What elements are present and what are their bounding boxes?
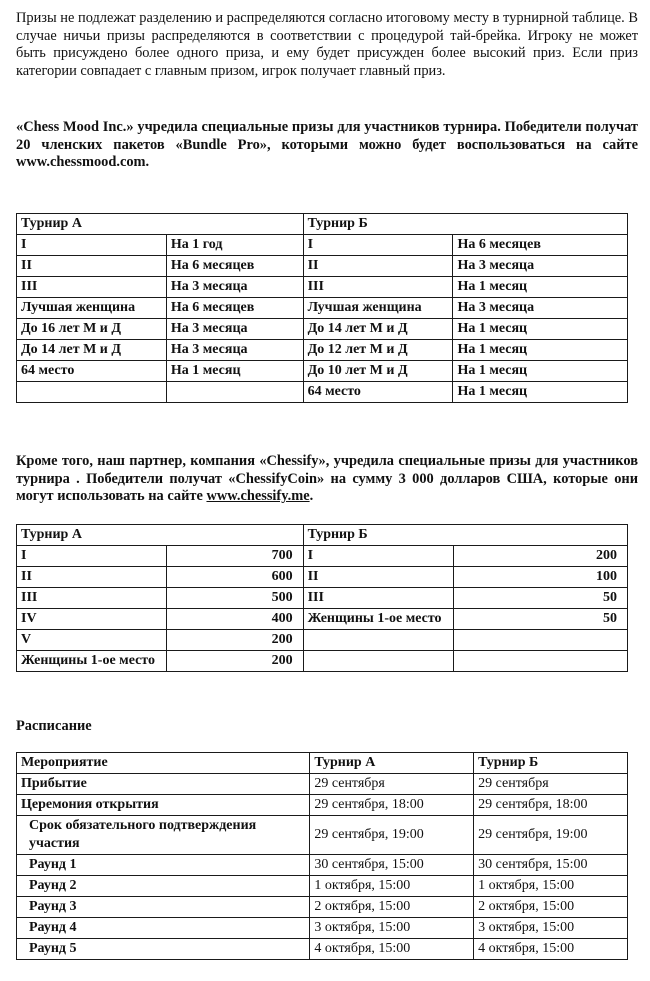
schedule-row [17, 795, 628, 816]
prize-place-cell: Лучшая женщина [17, 298, 167, 319]
prize-place-cell: До 14 лет М и Д [303, 319, 453, 340]
prize-value-cell: На 1 месяц [166, 361, 303, 382]
table-row [17, 588, 628, 609]
schedule-tournament-b-cell: 4 октября, 15:00 [474, 939, 628, 960]
prize-place-cell [303, 651, 453, 672]
prize-value-cell: На 1 год [166, 235, 303, 256]
prize-value-cell: На 3 месяца [453, 298, 628, 319]
chessmood-paragraph: «Chess Mood Inc.» учредила специальные призы для участников турнира. Победители получат 20 членских пакетов «Bundle Pro», которыми можно будет воспользоваться на сайте www.chessmood.com. [16, 119, 638, 171]
table-row [17, 256, 628, 277]
table-row [17, 609, 628, 630]
table-header-row [17, 214, 628, 235]
schedule-tournament-b-cell: 29 сентября, 18:00 [474, 795, 628, 816]
prize-value-cell: На 1 месяц [453, 319, 628, 340]
prize-place-cell: До 14 лет М и Д [17, 340, 167, 361]
prize-value-cell: 200 [166, 630, 303, 651]
schedule-row [17, 816, 628, 855]
table-row [17, 630, 628, 651]
prize-place-cell: Женщины 1-ое место [17, 651, 167, 672]
chessify-paragraph [16, 453, 638, 506]
schedule-row [17, 774, 628, 795]
schedule-tournament-b-cell: 3 октября, 15:00 [474, 918, 628, 939]
schedule-tournament-b-cell: 2 октября, 15:00 [474, 897, 628, 918]
schedule-title: Расписание [16, 718, 92, 734]
schedule-header-row [17, 753, 628, 774]
table-row [17, 340, 628, 361]
prize-place-cell: III [17, 588, 167, 609]
table-header-row [17, 525, 628, 546]
prize-place-cell: III [303, 277, 453, 298]
prize-value-cell: На 3 месяца [453, 256, 628, 277]
chessify-link[interactable]: www.chessify.me [206, 488, 310, 505]
prize-value-cell: На 6 месяцев [453, 235, 628, 256]
schedule-tournament-a-cell: 29 сентября, 19:00 [310, 816, 474, 855]
prize-value-cell: На 1 месяц [453, 361, 628, 382]
table-header-tournament-a: Турнир А [17, 525, 304, 546]
prize-value-cell [166, 382, 303, 403]
prize-place-cell: 64 место [303, 382, 453, 403]
prize-place-cell: I [17, 546, 167, 567]
table-header-tournament-b: Турнир Б [303, 525, 627, 546]
schedule-row [17, 855, 628, 876]
prize-place-cell: До 10 лет М и Д [303, 361, 453, 382]
prize-place-cell: До 16 лет М и Д [17, 319, 167, 340]
prize-value-cell: 400 [166, 609, 303, 630]
schedule-tournament-b-cell: 1 октября, 15:00 [474, 876, 628, 897]
chessify-text: Кроме того, наш партнер, компания «Chessify», учредила специальные призы для участников турнира . Победители получат «ChessifyCoin» на сумму 3 000 долларов США, которые они могут использовать на сайте [16, 453, 638, 505]
table-row [17, 382, 628, 403]
prize-value-cell: На 3 месяца [166, 277, 303, 298]
prize-place-cell: До 12 лет М и Д [303, 340, 453, 361]
table-row [17, 277, 628, 298]
schedule-table [16, 752, 628, 960]
prize-place-cell: III [17, 277, 167, 298]
schedule-tournament-b-cell: 29 сентября, 19:00 [474, 816, 628, 855]
prize-place-cell [17, 382, 167, 403]
prize-value-cell: 600 [166, 567, 303, 588]
prize-place-cell: II [303, 567, 453, 588]
schedule-tournament-a-cell: 1 октября, 15:00 [310, 876, 474, 897]
prize-value-cell: На 1 месяц [453, 382, 628, 403]
prize-place-cell: II [303, 256, 453, 277]
schedule-event-cell: Прибытие [17, 774, 310, 795]
prize-value-cell: 200 [166, 651, 303, 672]
prize-value-cell: 700 [166, 546, 303, 567]
prize-value-cell: На 3 месяца [166, 319, 303, 340]
prize-value-cell: 50 [453, 609, 627, 630]
prize-value-cell: На 1 месяц [453, 340, 628, 361]
schedule-row [17, 897, 628, 918]
schedule-row [17, 876, 628, 897]
prize-place-cell [303, 630, 453, 651]
schedule-tournament-a-cell: 29 сентября [310, 774, 474, 795]
prize-place-cell: IV [17, 609, 167, 630]
schedule-event-cell: Раунд 3 [17, 897, 310, 918]
schedule-event-cell: Раунд 1 [17, 855, 310, 876]
table-row [17, 567, 628, 588]
prize-value-cell [453, 651, 627, 672]
schedule-event-cell: Раунд 5 [17, 939, 310, 960]
schedule-event-cell: Срок обязательного подтверждения участия [17, 816, 310, 855]
schedule-row [17, 918, 628, 939]
schedule-event-cell: Раунд 2 [17, 876, 310, 897]
prize-place-cell: Лучшая женщина [303, 298, 453, 319]
table-header-tournament-a: Турнир А [17, 214, 304, 235]
prize-value-cell: 100 [453, 567, 627, 588]
schedule-tournament-a-cell: 3 октября, 15:00 [310, 918, 474, 939]
table-row [17, 319, 628, 340]
prize-place-cell: V [17, 630, 167, 651]
prize-value-cell [453, 630, 627, 651]
prize-value-cell: На 6 месяцев [166, 298, 303, 319]
table-row [17, 298, 628, 319]
prize-place-cell: III [303, 588, 453, 609]
schedule-tournament-a-cell: 2 октября, 15:00 [310, 897, 474, 918]
prize-value-cell: 200 [453, 546, 627, 567]
schedule-event-cell: Церемония открытия [17, 795, 310, 816]
prize-place-cell: II [17, 567, 167, 588]
table-row [17, 361, 628, 382]
schedule-event-cell: Раунд 4 [17, 918, 310, 939]
prize-value-cell: 50 [453, 588, 627, 609]
chessify-prize-table [16, 524, 628, 672]
prize-value-cell: На 6 месяцев [166, 256, 303, 277]
prize-place-cell: I [303, 235, 453, 256]
chessmood-prize-table [16, 213, 628, 403]
schedule-row [17, 939, 628, 960]
prize-value-cell: На 1 месяц [453, 277, 628, 298]
prize-place-cell: 64 место [17, 361, 167, 382]
prize-place-cell: I [303, 546, 453, 567]
prize-rules-paragraph: Призы не подлежат разделению и распределяются согласно итоговому месту в турнирной таблице. В случае ничьи призы распределяются в соответствии с процедурой тай-брейка. Игроку не может быть присуждено более одного приза, и ему будет присужден более высокий приз. Если приз категории совпадает с главным призом, игрок получает главный приз. [16, 10, 638, 79]
prize-place-cell: II [17, 256, 167, 277]
schedule-tournament-b-cell: 29 сентября [474, 774, 628, 795]
schedule-tournament-a-cell: 30 сентября, 15:00 [310, 855, 474, 876]
schedule-header-tournament-a: Турнир А [310, 753, 474, 774]
schedule-tournament-a-cell: 4 октября, 15:00 [310, 939, 474, 960]
table-row [17, 651, 628, 672]
schedule-tournament-a-cell: 29 сентября, 18:00 [310, 795, 474, 816]
table-header-tournament-b: Турнир Б [303, 214, 627, 235]
prize-place-cell: Женщины 1-ое место [303, 609, 453, 630]
table-row [17, 235, 628, 256]
prize-value-cell: 500 [166, 588, 303, 609]
schedule-tournament-b-cell: 30 сентября, 15:00 [474, 855, 628, 876]
schedule-header-event: Мероприятие [17, 753, 310, 774]
prize-place-cell: I [17, 235, 167, 256]
table-row [17, 546, 628, 567]
schedule-header-tournament-b: Турнир Б [474, 753, 628, 774]
prize-value-cell: На 3 месяца [166, 340, 303, 361]
chessify-text-end: . [309, 488, 314, 505]
